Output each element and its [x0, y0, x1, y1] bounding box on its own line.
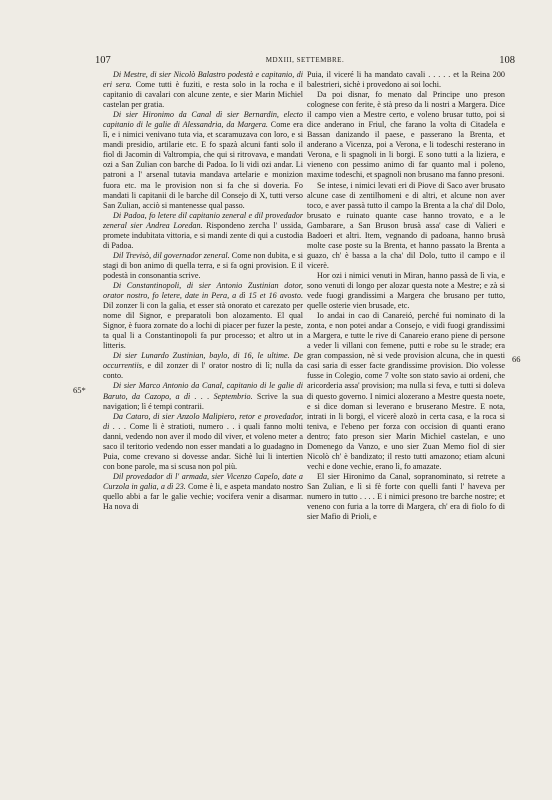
paragraph	[103, 251, 303, 281]
paragraph	[103, 281, 303, 351]
paragraph-lead: Di sier Lunardo Zustinian, baylo, di 16, le ultime. De occurrentiis,	[103, 351, 303, 371]
paragraph-text: Come non dubita, e si stagi di bon animo di quella terra, e si fa ogni provision. E il podestà in consonantia scrive.	[103, 250, 303, 280]
paragraph-text: Scrive la sua navigation; lì é tempi contrarii.	[103, 391, 303, 411]
paragraph-lead: Di sier Marco Antonio da Canal, capitanio di le galie di Baruto, da Cazopo, a dì . . . Septembrio.	[103, 381, 303, 401]
running-head: MDXIII, SETTEMBRE.	[265, 56, 345, 64]
paragraph	[103, 110, 303, 210]
paragraph	[307, 311, 505, 472]
paragraph	[103, 351, 303, 381]
paragraph-text: Hor ozi i nimici venuti in Miran, hanno passà de lì via, e sono venuti di longo per alozar questa note a Mestre; e zà si vede fuogi grandissimi a Margera che brusano per tutto, quelle osterie vien brusade, etc.	[307, 270, 505, 311]
paragraph	[307, 181, 505, 271]
paragraph-lead: Da Cataro, di sier Anzolo Malipiero, retor e provedador, di . . .	[103, 411, 303, 431]
left-margin-number: 65*	[73, 385, 86, 395]
paragraph-text: Come è li, e aspeta mandato nostro quello abbi a far le galie vechie; vocifera venir a disarmar. Ha nova di	[103, 481, 304, 512]
paragraph-text: Da poi disnar, fo menato dal Principe uno preson colognese con ferite, è stà preso da li nostri a Margera. Dice il campo vien a Mestre certo, e voleno brusar tutto, poi si dice anderano in Friul, che farano la volta di Citadela e Bassan danizando il paese, e passerano la Brenta, et anderano a Vicenza, poi a Verona, e li todeschi resterano in Verona, e li spagnoli in li borgi. E sono tutti a la liziera, e vieneno con pessimo animo di far quanto mal i poleno, maxime todeschi, et spagnoli non brusano ma fanno presoni.	[307, 90, 505, 180]
paragraph	[103, 211, 303, 251]
left-page-number: 107	[95, 55, 111, 66]
paragraph-text: Come tutti è fuziti, e resta solo in la rocha e il capitanio di cavalari con alcune zente, e sier Marin Michiel castelan per gratia.	[103, 80, 303, 110]
paragraph	[103, 412, 303, 472]
paragraph-text: Io andai in cao di Canareió, perché fui nominato di la zonta, e non potei andar a Consejo, e vidi fuogi grandissimi a Margera, e tutte le rive di Canareio erano piene di persone a veder li villani con femene, putti e robe su le strade; era gran compassion, nè si vede provision alcuna, che in questi casi saria di esser facte grandissime provision. Dio volesse fusse in Colegio, come 7 volte son stato savio ai ordeni, che aricorderia assa' provision; ma nulla si feva, e tutti si doleva di questo governo. I nimici alozerano a Mestre questa noete, e si dice doman si leverano e bruserano Mestre. E nota, intrati in li borgi, el vicerè alozò in certa casa, e la roca si teniva, e l'ebeno per forza con occision di quanti erano dentro; fato preson sier Marin Michiel castelan, e uno Domenego da Vanzo, e uno sier Zuan Memo fiol di sier Nicolò ch' è bandizato; il resto tutti amazono; etiam alcuni vechi e done vechie, erano lì, fo amazate.	[307, 311, 505, 471]
paragraph-text: Se intese, i nimici levati eri di Piove di Saco aver brusato alcune case di zentilhomeni e di altri, et alcune non aver toco, e aver passà tutto il campo la Brenta a la cha' dil Dolo, brusato e ruinato quante case hanno trovato, e a le Gambarare, a San Bruson brusà assa' case di Valieri e Badoeri et altri. Item, vegnando di padoana, hanno brusà molte case poste su la Brenta, et hanno passato la Brenta a guazo, ch' è bassa a la cha' dil Dolo, tutto il campo e il vicerè.	[307, 180, 505, 270]
page-header	[95, 55, 515, 69]
paragraph-text: Rispondeno zercha l' ussida, promete indubitata vittoria, e si mandi zente di qui a custodia di Padoa.	[103, 220, 303, 250]
right-text-column	[307, 70, 505, 522]
paragraph	[307, 472, 505, 522]
paragraph-lead: Di Constantinopoli, di sier Antonio Zustinian dotor, orator nostro, fo letere, date in Pera, a dì 15 et 16 avosto.	[103, 280, 303, 301]
paragraph	[103, 381, 303, 411]
paragraph-text: Come era lì, e i nimici venivano tuta via, et scaramuzava con loro, e si mandi presidio, artilarie etc. E fo spazà alcuni fanti solo il fiol di Jacomin di Valtrompia, che qui si ritrovava, e mandati ozi a San Zulian con barche di Padoa. Io li vidi ozi andar. Li patroni a l' arsenal tutavia mandava artelarie e monizion fuora etc. ma le provision non si fa che si doveria. Fo mandati li capitanii di le barche dil Consejo di X, tutti verso San Zulian, acciò si mantenesse qual passo.	[103, 120, 303, 210]
paragraph-text: Come li è stratioti, numero . . i quali fanno molti danni, vedendo non aver il modo dil viver, et voleno meter a saco il teritorio vedendo non esser mandati a lo guadagno in Puia, come crevano si dovesse andar. Sichè lui li intertien con bone parole, ma si scusa non pol più.	[103, 421, 303, 471]
paragraph	[307, 271, 505, 311]
paragraph	[103, 70, 303, 110]
paragraph-text: Puia, il viceré li ha mandato cavali . . . . . et la Reina 200 balestrieri, sichè i provedono ai soi lochi.	[307, 70, 505, 90]
right-margin-number: 66	[512, 354, 521, 364]
left-text-column	[103, 70, 303, 512]
paragraph-lead: Di Padoa, fo letere dil capitanio zeneral e dil provedador zeneral sier Andrea Loredan.	[103, 210, 303, 230]
right-page-number: 108	[499, 55, 515, 66]
paragraph-lead: Dil Trevisò, dil governador zeneral.	[113, 250, 230, 260]
paragraph-lead: Di sier Hironimo da Canal dì sier Bernardin, electo capitanio di le galie di Alessandria, da Margera.	[103, 110, 303, 130]
paragraph-text: El sier Hironimo da Canal, sopranominato, si retrete a San Zulian, e lì si fè forte con quelli fanti l' haveva per numero in tutto . . . . E i nimici presono tre barche nostre; et veneno con furia a la torre di Margera, ch' era di fiolo fo di sier Mafio di Prioli, e	[307, 471, 505, 522]
paragraph	[307, 90, 505, 180]
paragraph-lead: Dil provedador di l' armada, sier Vicenzo Capelo, date a Curzola in galia, a dì 23.	[103, 471, 303, 491]
paragraph-text: e dil zonzer di l' orator nostro di lì; nulla da conto.	[103, 361, 303, 381]
paragraph-lead: Di Mestre, di sier Nicolò Balastro podestà e capitanio, di eri sera.	[103, 70, 303, 90]
paragraph-text: Dil zonzer li con la galia, et esser stà onorato et carezato per nome dil Signor, e preparatoli bon alozamento. El qual Signor, è fuora zornate do a lochi di piacer per fuzer la peste, ta qual li a Constantinopoli fa pur processo; et altro ut in litteris.	[103, 301, 303, 351]
paragraph	[103, 472, 303, 512]
paragraph	[307, 70, 505, 90]
